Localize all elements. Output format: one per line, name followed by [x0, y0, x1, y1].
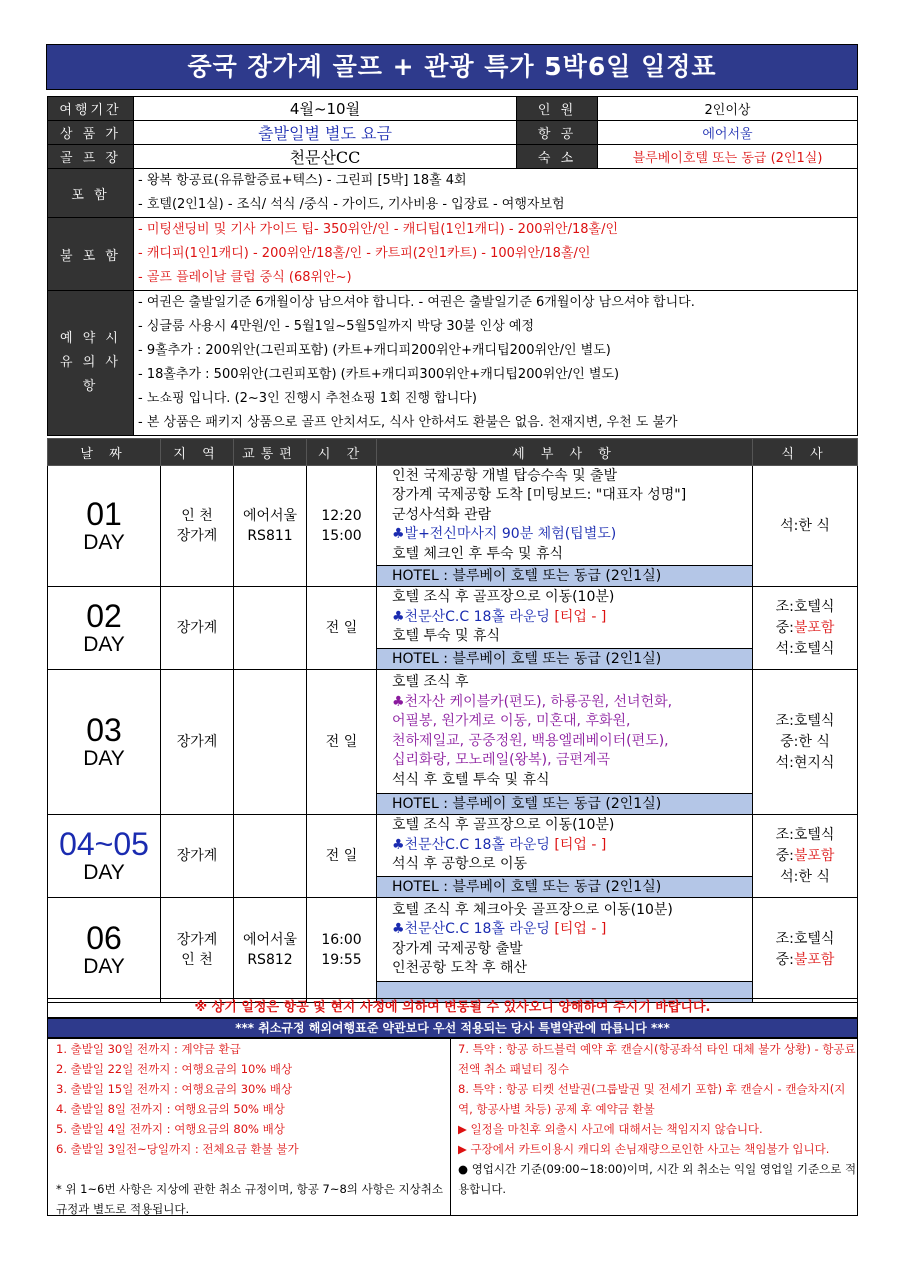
course-value: 천문산CC: [134, 145, 517, 169]
meal-kind: 중:: [775, 619, 794, 636]
schedule-notice: ※ 상기 일정은 항공 및 현지 사정에 의하여 변동될 수 있사오니 양해하여 주시기 바랍니다.: [47, 998, 858, 1018]
details-lines: [377, 670, 752, 793]
included-item: - 왕복 항공료(유류할증료+텍스) - 그린피 [5박] 18홀 4회: [138, 173, 467, 188]
excluded-item: - 골프 플레이날 클럽 중식 (68위안~): [138, 270, 352, 285]
meal-line: [754, 929, 856, 950]
details-cell: [377, 898, 753, 1003]
period-label: 여행기간: [48, 97, 134, 121]
hotel-line: HOTEL : 블루베이 호텔 또는 동급 (2인1실): [377, 793, 752, 814]
meal-kind: 조:: [775, 598, 794, 615]
schedule-row: [48, 815, 858, 898]
details-cell: [377, 466, 753, 587]
schedule-row: [48, 587, 858, 670]
cancel-rule: 3. 출발일 15일 전까지 : 여행요금의 30% 배상: [56, 1082, 293, 1096]
excluded-item: - 미팅샌딩비 및 기사 가이드 팁- 350위안/인 - 캐디팁(1인1캐디) - 200위안/18홀/인: [138, 222, 619, 237]
notes-item: - 여권은 출발일기준 6개월이상 남으셔야 합니다. - 여권은 출발일기준 6개월이상 남으셔야 합니다.: [138, 295, 695, 310]
meal-kind: 조:: [775, 931, 794, 947]
schedule-table: [47, 438, 858, 1003]
meal-value: 호텔식: [793, 931, 835, 947]
detail-line: 인천 국제공항 개별 탑승수속 및 출발: [392, 467, 618, 484]
detail-line: 호텔 조식 후 골프장으로 이동(10분): [392, 817, 615, 834]
meal-kind: 석:: [780, 868, 799, 885]
meal-value: 불포함: [793, 619, 835, 636]
detail-text: ♣천문산C.C 18홀 라운딩: [392, 921, 555, 937]
meal-line: [754, 950, 856, 971]
detail-line: ♣천자산 케이블카(편도), 하룡공원, 선녀헌화,: [392, 693, 673, 710]
meal-kind: 조:: [775, 712, 794, 729]
price-label: 상 품 가: [48, 121, 134, 145]
cancel-rule: ▶ 일정을 마친후 외출시 사고에 대해서는 책임지지 않습니다.: [458, 1122, 763, 1136]
meal-line: [754, 732, 856, 753]
airline-label: 항 공: [517, 121, 598, 145]
meal-value: 호텔식: [793, 712, 835, 729]
time-line: 전 일: [325, 620, 358, 636]
schedule-header: [48, 439, 858, 466]
details-cell: [377, 815, 753, 898]
cancel-rule: 7. 특약 : 항공 하드블럭 예약 후 캔슬시(항공좌석 타인 대체 불가 상황) - 항공료 전액 취소 패널티 징수: [458, 1042, 856, 1076]
transport-cell: [234, 466, 307, 587]
cancel-rule: 1. 출발일 30일 전까지 : 계약금 환급: [56, 1042, 241, 1056]
tee-time: [티업 - ]: [554, 836, 607, 853]
tee-time: [티업 - ]: [554, 921, 607, 937]
cancel-rule: 2. 출발일 22일 전까지 : 여행요금의 10% 배상: [56, 1062, 293, 1076]
day-label: DAY: [83, 746, 125, 770]
time-cell: [307, 815, 377, 898]
meal-cell: [753, 898, 858, 1003]
meal-line: [754, 639, 856, 660]
detail-line: 장가계 국제공항 도착 [미팅보드: "대표자 성명"]: [392, 487, 687, 504]
day-cell: [48, 670, 161, 815]
meal-line: [754, 753, 856, 774]
cancel-rule: ▶ 구장에서 카트이용시 캐디외 손님재량으로인한 사고는 책임불가 입니다.: [458, 1142, 830, 1156]
region-cell: [161, 587, 234, 670]
cancel-right-note: ● 영업시간 기준(09:00~18:00)이며, 시간 외 취소는 익일 영업일 기준으로 적용합니다.: [458, 1162, 857, 1196]
region-cell: [161, 898, 234, 1003]
details-lines: [377, 587, 752, 648]
detail-line: 호텔 체크인 후 투숙 및 휴식: [392, 545, 564, 562]
excluded-label: 불 포 함: [48, 218, 134, 291]
time-line: 전 일: [325, 848, 358, 864]
price-value: 출발일별 별도 요금: [134, 121, 517, 145]
cancel-right-column: [450, 1039, 857, 1215]
schedule-column-header: 지 역: [161, 439, 234, 466]
schedule-column-header: 시 간: [307, 439, 377, 466]
meal-cell: [753, 670, 858, 815]
detail-line: [377, 608, 752, 628]
day-cell: [48, 898, 161, 1003]
schedule-column-header: 식 사: [753, 439, 858, 466]
course-label: 골 프 장: [48, 145, 134, 169]
detail-line: [377, 836, 752, 856]
day-label: DAY: [83, 530, 125, 554]
meal-kind: 중:: [775, 952, 794, 968]
cancel-rule: 8. 특약 : 항공 티켓 선발권(그룹발권 및 전세기 포함) 후 캔슬시 - 캔슬차지(지역, 항공사별 차등) 공제 후 예약금 환불: [458, 1082, 846, 1116]
meal-kind: 중:: [780, 733, 799, 750]
meal-value: 호텔식: [793, 598, 835, 615]
transport-line: 에어서울: [242, 508, 298, 524]
time-cell: [307, 466, 377, 587]
meal-kind: 석:: [780, 517, 799, 534]
notes-item: - 노쇼핑 입니다. (2~3인 진행시 추천쇼핑 1회 진행 합니다): [138, 391, 477, 406]
cancel-rule: 6. 출발일 3일전~당일까지 : 전체요금 환불 불가: [56, 1142, 299, 1156]
schedule-column-header: 날 짜: [48, 439, 161, 466]
detail-line: [377, 920, 752, 940]
meal-line: [754, 711, 856, 732]
region-line: 장가계: [176, 932, 218, 948]
info-table: [47, 96, 858, 436]
schedule-row: [48, 670, 858, 815]
meal-line: [754, 597, 856, 618]
hotel-line: HOTEL : 블루베이 호텔 또는 동급 (2인1실): [377, 876, 752, 897]
period-value: 4월~10월: [134, 97, 517, 121]
schedule-column-header: 교통편: [234, 439, 307, 466]
people-value: 2인이상: [598, 97, 858, 121]
included-list: [134, 169, 858, 218]
detail-line: 장가계 국제공항 출발: [392, 940, 523, 957]
cancel-left-column: [48, 1039, 451, 1215]
meal-line: [754, 516, 856, 537]
detail-line: 천하제일교, 공중정원, 백용엘레베이터(편도),: [392, 732, 669, 749]
detail-text: ♣천문산C.C 18홀 라운딩: [392, 836, 555, 853]
meal-kind: 조:: [775, 826, 794, 843]
detail-line: 십리화랑, 모노레일(왕복), 금편계곡: [392, 752, 611, 768]
schedule-column-header: 세 부 사 항: [377, 439, 753, 466]
meal-line: [754, 846, 856, 867]
detail-line: 석식 후 호텔 투숙 및 휴식: [392, 771, 550, 788]
day-cell: [48, 815, 161, 898]
notes-item: - 싱글룸 사용시 4만원/인 - 5월1일~5월5일까지 박당 30불 인상 예정: [138, 319, 535, 334]
day-cell: [48, 587, 161, 670]
transport-cell: [234, 587, 307, 670]
region-line: 장가계: [176, 620, 218, 636]
region-line: 장가계: [176, 734, 218, 750]
people-label: 인 원: [517, 97, 598, 121]
time-line: 15:00: [321, 528, 362, 544]
detail-line: ♣발+전신마사지 90분 체험(팁별도): [392, 526, 617, 543]
meal-cell: [753, 815, 858, 898]
hotel-line: HOTEL : 블루베이 호텔 또는 동급 (2인1실): [377, 565, 752, 586]
meal-kind: 석:: [775, 640, 794, 657]
meal-value: 호텔식: [793, 826, 835, 843]
meal-cell: [753, 466, 858, 587]
transport-line: 에어서울: [242, 932, 298, 948]
meal-line: [754, 825, 856, 846]
schedule-row: [48, 898, 858, 1003]
transport-cell: [234, 815, 307, 898]
region-line: 장가계: [176, 848, 218, 864]
included-label: 포 함: [48, 169, 134, 218]
region-line: 장가계: [176, 528, 218, 544]
day-number: 01: [86, 496, 122, 533]
meal-kind: 석:: [775, 754, 794, 771]
details-lines: [377, 815, 752, 876]
transport-line: RS812: [247, 952, 293, 968]
region-cell: [161, 670, 234, 815]
transport-cell: [234, 670, 307, 815]
time-cell: [307, 898, 377, 1003]
day-label: DAY: [83, 954, 125, 978]
meal-value: 현지식: [793, 754, 835, 771]
airline-value: 에어서울: [598, 121, 858, 145]
transport-line: RS811: [247, 528, 293, 544]
hotel-value: 블루베이호텔 또는 동급 (2인1실): [598, 145, 858, 169]
meal-kind: 중:: [775, 847, 794, 864]
meal-cell: [753, 587, 858, 670]
meal-value: 호텔식: [793, 640, 835, 657]
included-item: - 호텔(2인1실) - 조식/ 석식 /중식 - 가이드, 기사비용 - 입장료 - 여행자보험: [138, 197, 565, 212]
time-cell: [307, 670, 377, 815]
meal-line: [754, 618, 856, 639]
meal-value: 불포함: [793, 847, 835, 864]
detail-line: 호텔 조식 후: [392, 674, 469, 690]
schedule-row: [48, 466, 858, 587]
notes-item: - 본 상품은 패키지 상품으로 골프 안치셔도, 식사 안하셔도 환불은 없음. 천재지변, 우천 도 불가: [138, 415, 678, 430]
region-cell: [161, 815, 234, 898]
time-line: 19:55: [321, 952, 362, 968]
cancel-policy: [47, 1038, 858, 1216]
details-lines: [377, 466, 752, 565]
day-label: DAY: [83, 860, 125, 884]
day-number: 04~05: [59, 826, 149, 863]
notes-label: 예 약 시 유 의 사 항: [48, 291, 134, 436]
hotel-label: 숙 소: [517, 145, 598, 169]
notes-item: - 18홀추가 : 500위안(그린피포함) (카트+캐디피300위안+캐디팁200위안/인 별도): [138, 367, 620, 382]
notes-item: - 9홀추가 : 200위안(그린피포함) (카트+캐디피200위안+캐디팁200위안/인 별도): [138, 343, 611, 358]
detail-line: 호텔 투숙 및 휴식: [392, 628, 501, 645]
detail-text: ♣천문산C.C 18홀 라운딩: [392, 608, 555, 625]
day-number: 02: [86, 598, 122, 635]
time-cell: [307, 587, 377, 670]
day-number: 06: [86, 920, 122, 957]
meal-value: 한 식: [798, 517, 830, 534]
cancel-rule: 4. 출발일 8일 전까지 : 여행요금의 50% 배상: [56, 1102, 285, 1116]
excluded-item: - 캐디피(1인1캐디) - 200위안/18홀/인 - 카트피(2인1카트) - 100위안/18홀/인: [138, 246, 591, 261]
details-cell: [377, 670, 753, 815]
detail-line: 어필봉, 원가계로 이동, 미혼대, 후화원,: [392, 713, 631, 729]
detail-line: 호텔 조식 후 체크아웃 골프장으로 이동(10분): [392, 901, 673, 918]
meal-value: 한 식: [798, 733, 830, 750]
day-number: 03: [86, 712, 122, 749]
region-cell: [161, 466, 234, 587]
region-line: 인 천: [181, 952, 213, 968]
cancel-rule: 5. 출발일 4일 전까지 : 여행요금의 80% 배상: [56, 1122, 285, 1136]
detail-line: 군성사석화 관람: [392, 506, 492, 523]
meal-line: [754, 867, 856, 888]
detail-line: 호텔 조식 후 골프장으로 이동(10분): [392, 589, 615, 606]
tee-time: [티업 - ]: [554, 608, 607, 625]
details-lines: [377, 898, 752, 981]
page-title: 중국 장가계 골프 + 관광 특가 5박6일 일정표: [46, 44, 858, 90]
notes-list: [134, 291, 858, 436]
detail-line: 석식 후 공항으로 이동: [392, 856, 528, 873]
day-cell: [48, 466, 161, 587]
meal-value: 불포함: [793, 952, 835, 968]
time-line: 12:20: [321, 508, 362, 524]
hotel-line: HOTEL : 블루베이 호텔 또는 동급 (2인1실): [377, 648, 752, 669]
transport-cell: [234, 898, 307, 1003]
meal-value: 한 식: [798, 868, 830, 885]
detail-line: 인천공항 도착 후 해산: [392, 960, 528, 976]
region-line: 인 천: [181, 508, 213, 524]
cancel-left-note: * 위 1~6번 사항은 지상에 관한 취소 규정이며, 항공 7~8의 사항은 지상취소 규정과 별도로 적용됩니다.: [56, 1182, 443, 1216]
day-label: DAY: [83, 632, 125, 656]
time-line: 16:00: [321, 932, 362, 948]
time-line: 전 일: [325, 734, 358, 750]
details-cell: [377, 587, 753, 670]
excluded-list: [134, 218, 858, 291]
cancel-header: *** 취소규정 해외여행표준 약관보다 우선 적용되는 당사 특별약관에 따릅니다 ***: [47, 1018, 858, 1038]
